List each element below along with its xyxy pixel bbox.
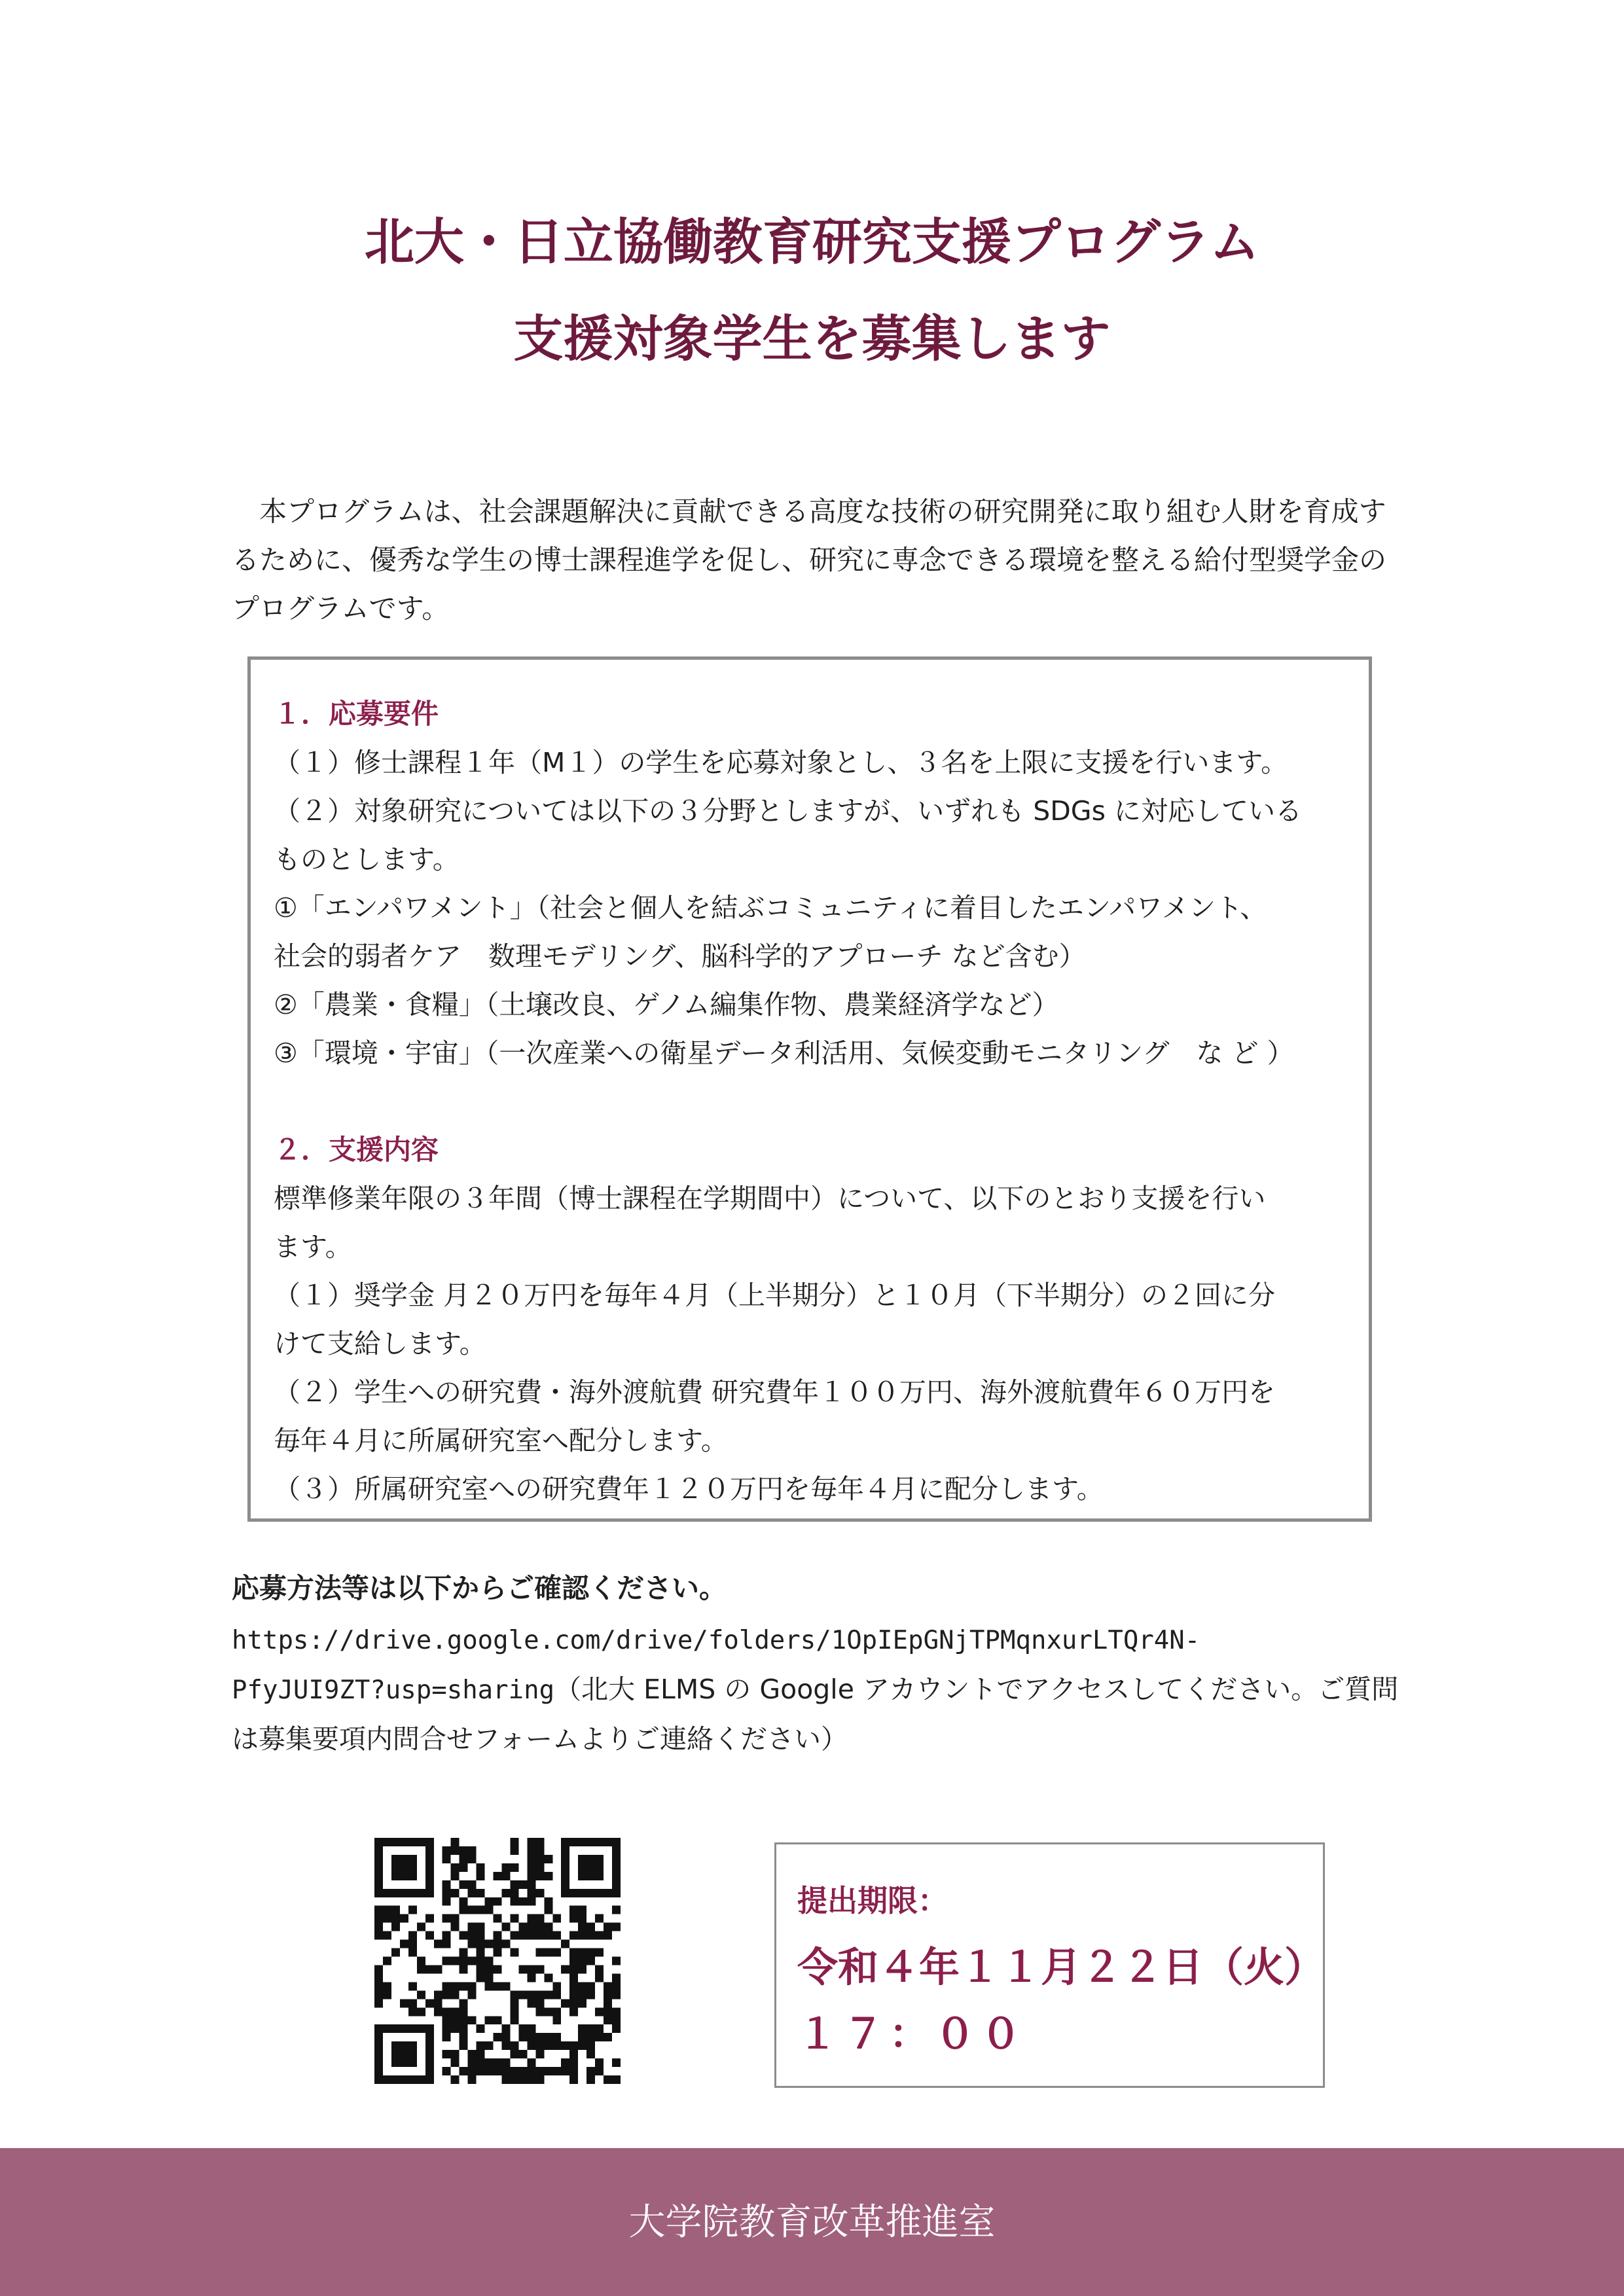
application-url-link-continued[interactable]: PfyJUI9ZT?usp=sharing (232, 1676, 555, 1705)
requirement-line: ②「農業・食糧」（土壌改良、ゲノム編集作物、農業経済学など） (274, 989, 1059, 1020)
requirement-line: （２）対象研究については以下の３分野としますが、いずれも SDGs に対応している (274, 795, 1302, 827)
footer-office-name: 大学院教育改革推進室 (628, 2201, 996, 2244)
support-line: 毎年４月に所属研究室へ配分します。 (274, 1425, 728, 1456)
intro-line: 学金のプログラムです。 (232, 544, 1387, 624)
qr-code-graphic (374, 1838, 621, 2084)
application-info (232, 1615, 1403, 1763)
application-heading: 応募方法等は以下からご確認ください。 (232, 1572, 727, 1604)
support-line: 標準修業年限の３年間（博士課程在学期間中）について、以下のとおり支援を行い (274, 1183, 1266, 1214)
deadline-box (774, 1842, 1325, 2088)
contact-note: は募集要項内問合せフォームよりご連絡ください） (232, 1723, 848, 1755)
deadline-time: １７：００ (797, 2010, 1027, 2058)
intro-paragraph (232, 488, 1397, 633)
support-line: ます。 (274, 1231, 352, 1263)
requirement-line: ③「環境・宇宙」（一次産業への衛星データ利活用、気候変動モニタリング な ど ） (274, 1037, 1294, 1069)
intro-line: 本プログラムは、社会課題解決に貢献できる高度な技術の研究開発に取り組む人財を育 (259, 495, 1331, 528)
intro-line: 成するために、優秀な学生の博士課程進学を促し、研究に専念できる環境を整える給付型奨 (232, 495, 1386, 576)
section-spacer (274, 1077, 1354, 1126)
page-subtitle: 支援対象学生を募集します (513, 310, 1111, 368)
support-line: けて支給します。 (274, 1328, 486, 1359)
program-details-content (274, 690, 1354, 1513)
requirement-line: （１）修士課程１年（M１）の学生を応募対象とし、３名を上限に支援を行います。 (274, 747, 1288, 778)
requirement-line: ①「エンパワメント」（社会と個人を結ぶコミュニティに着目したエンパワメント、 (274, 892, 1267, 924)
qr-code-icon (374, 1838, 621, 2084)
requirement-line: 社会的弱者ケア 数理モデリング、脳科学的アプローチ など含む） (274, 941, 1086, 972)
deadline-date: 令和４年１１月２２日（火） (797, 1943, 1326, 1991)
support-line: （１）奨学金 月２０万円を毎年４月（上半期分）と１０月（下半期分）の２回に分 (274, 1280, 1276, 1311)
support-line: （２）学生への研究費・海外渡航費 研究費年１００万円、海外渡航費年６０万円を (274, 1376, 1276, 1408)
support-line: （３）所属研究室への研究費年１２０万円を毎年４月に配分します。 (274, 1473, 1104, 1505)
requirement-line: ものとします。 (274, 844, 460, 875)
support-heading: ２．支援内容 (274, 1134, 439, 1166)
footer-bar (0, 2148, 1624, 2296)
requirements-heading: １．応募要件 (274, 698, 439, 730)
deadline-label: 提出期限： (797, 1883, 948, 1918)
application-url-link[interactable]: https://drive.google.com/drive/folders/1OpIEpGNjTPMqnxurLTQr4N- (232, 1626, 1200, 1655)
program-details-box (247, 656, 1372, 1522)
page-title: 北大・日立協働教育研究支援プログラム (364, 213, 1260, 271)
access-note: （北大 ELMS の Google アカウントでアクセスしてください。ご質問 (554, 1674, 1399, 1705)
